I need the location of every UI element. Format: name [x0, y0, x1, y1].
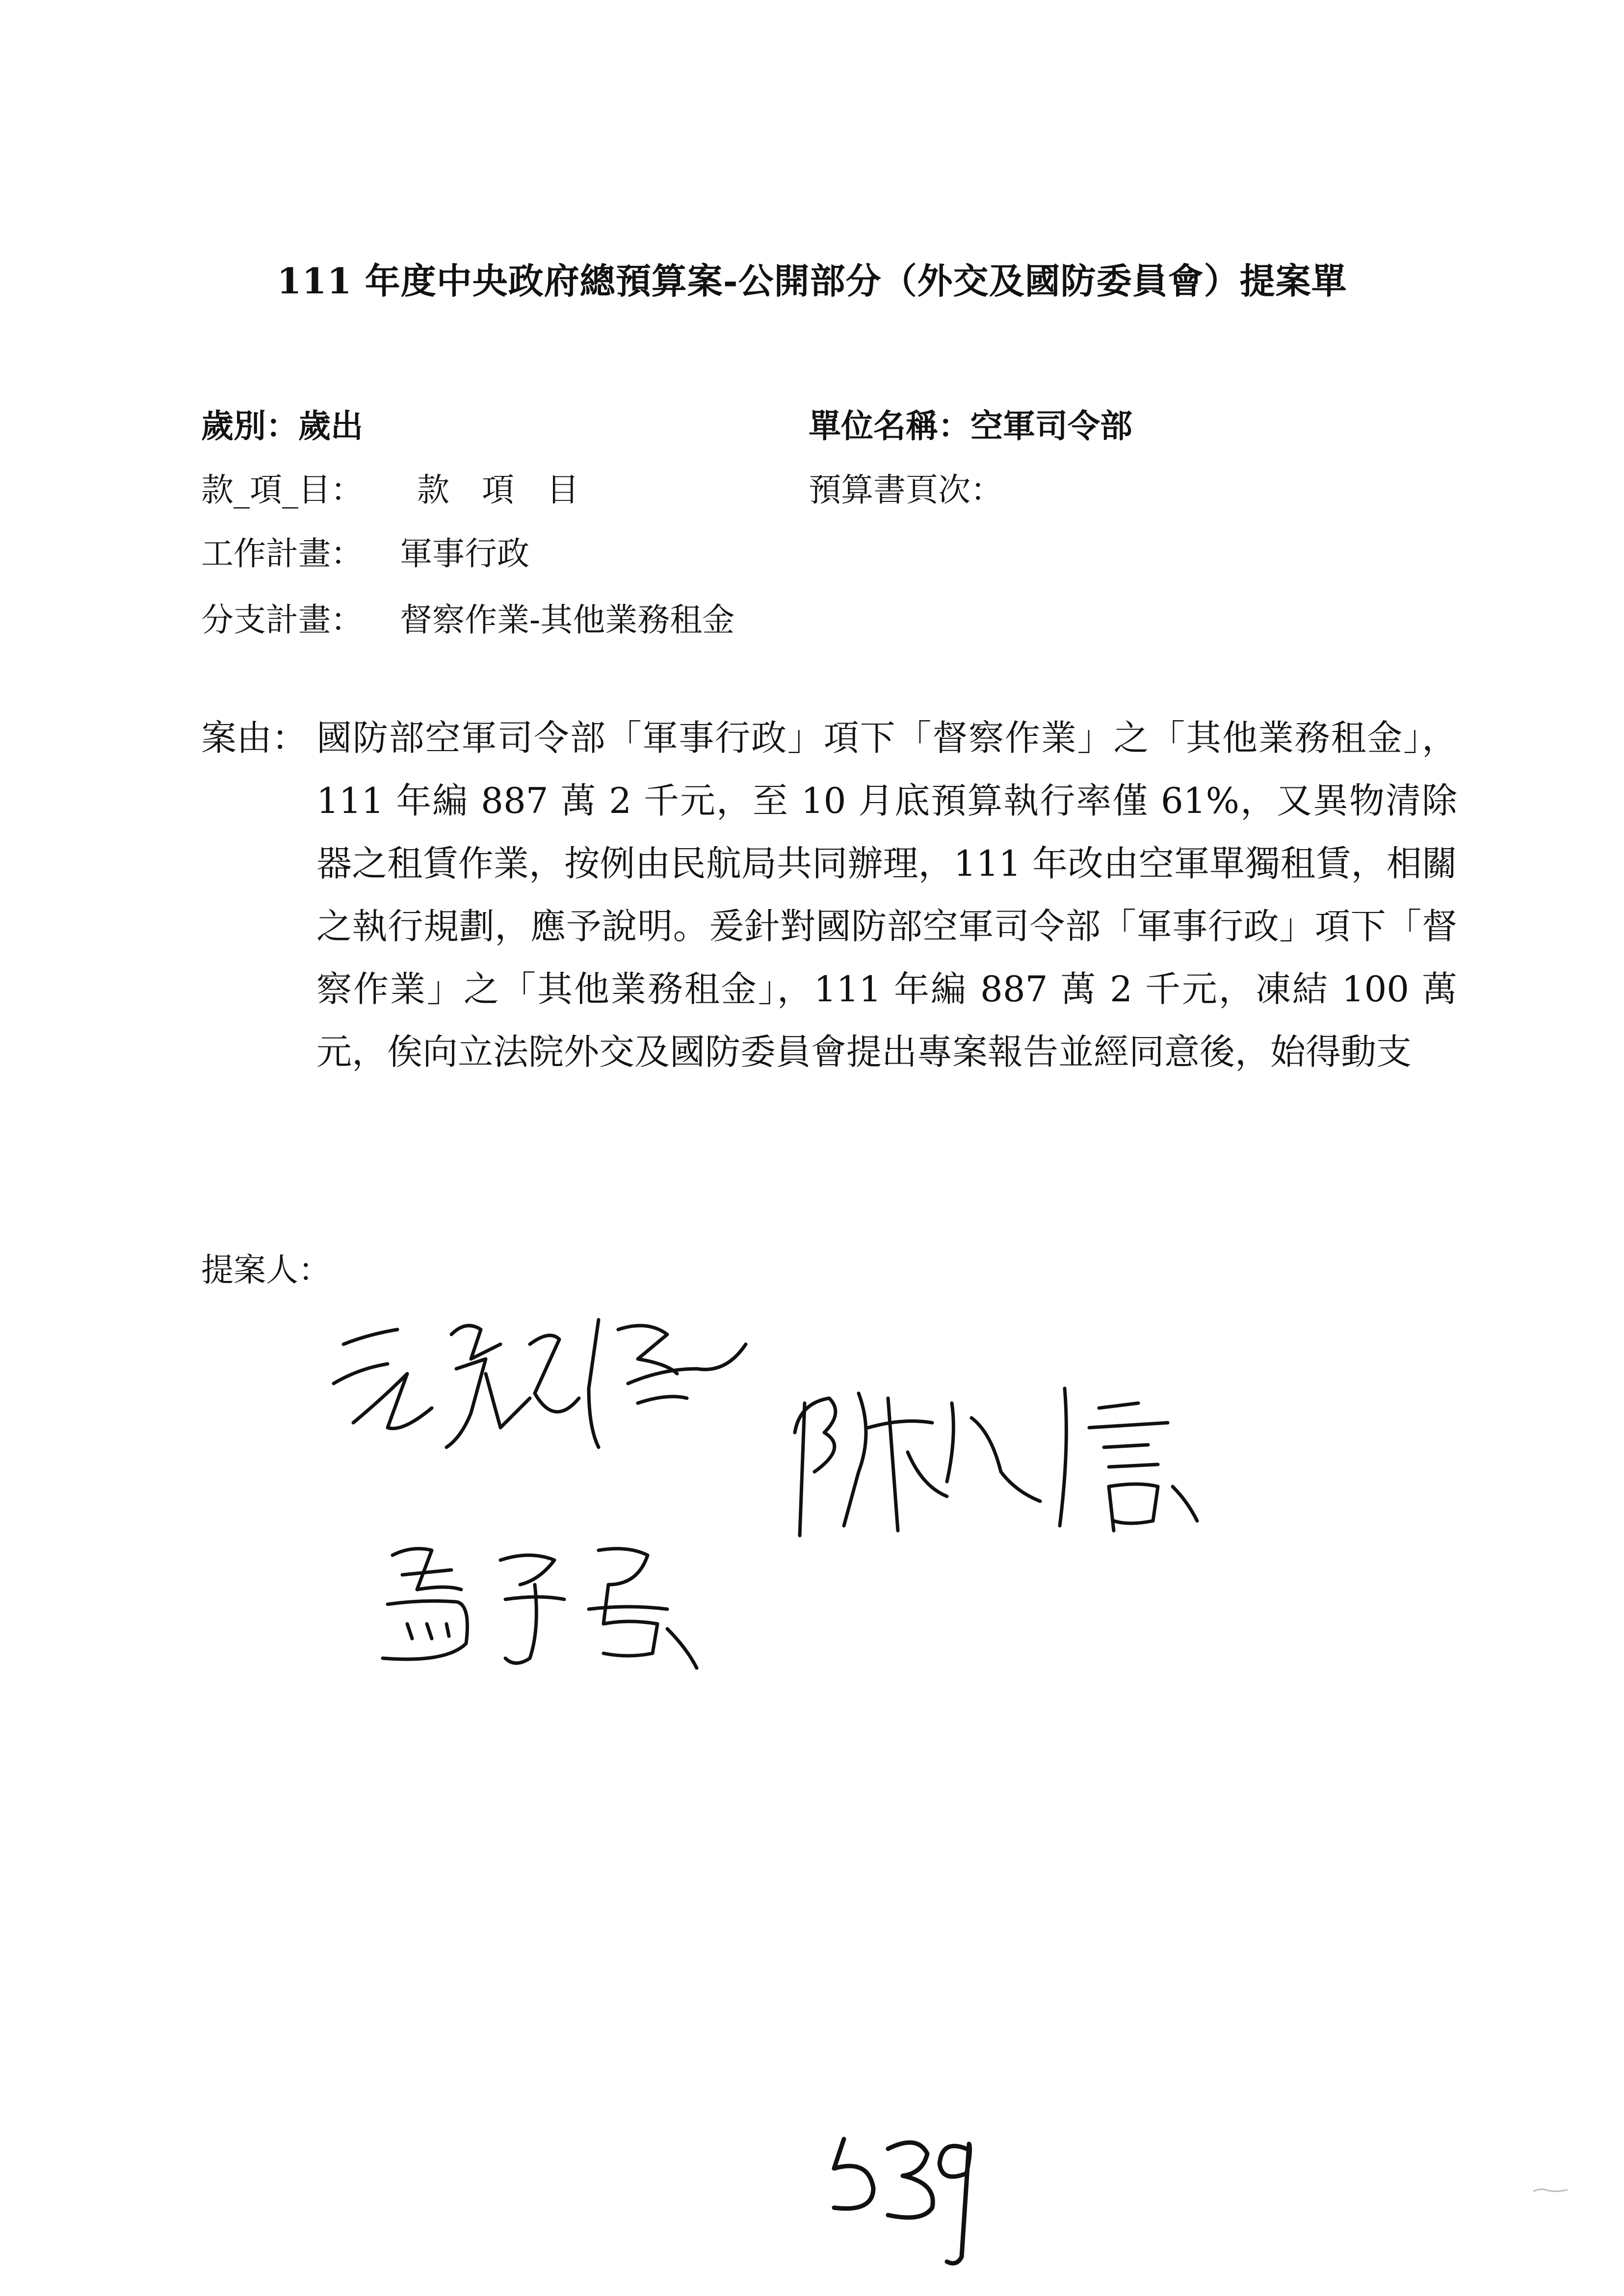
reason-label: 案由： — [201, 717, 308, 758]
branch-plan-label: 分支計畫： — [201, 601, 363, 639]
page-number — [814, 2095, 991, 2273]
handwritten-signature-3 — [373, 1531, 716, 1678]
document-title: 111 年度中央政府總預算案-公開部分（外交及國防委員會）提案單 — [277, 260, 1347, 302]
scan-speck — [1531, 2186, 1570, 2195]
reason-section — [201, 706, 1457, 1083]
proposer-label: 提案人： — [201, 1251, 331, 1289]
handwritten-signature-2 — [785, 1374, 1207, 1550]
category-field: 歲別：歲出 — [201, 407, 363, 445]
handwritten-signature-1 — [324, 1300, 765, 1462]
reason-text: 國防部空軍司令部「軍事行政」項下「督察作業」之「其他業務租金」，111 年編 887 萬 2 千元，至 10 月底預算執行率僅 61%，又異物清除器之租賃作業，按例由民航局共同辦理，111 年改由空軍單獨租賃，相關之執行規劃，應予說明。爰針對國防部空軍司令部「軍事行政」項下「督察作業」之「其他業務租金」，111 年編 887 萬 2 千元，凍結 100 萬元，俟向立法院外交及國防委員會提出專案報告並經同意後，始得動支 — [316, 717, 1457, 1072]
branch-plan-value: 督察作業-其他業務租金 — [400, 601, 735, 639]
item-value: 款 項 目 — [417, 471, 579, 509]
work-plan-label: 工作計畫： — [201, 535, 363, 573]
budget-page-label: 預算書頁次： — [809, 471, 1003, 509]
work-plan-value: 軍事行政 — [400, 535, 529, 573]
handwritten-page-number-drawing — [814, 2095, 991, 2271]
item-label: 款_項_目： — [201, 471, 363, 509]
unit-name-field: 單位名稱：空軍司令部 — [809, 407, 1132, 445]
